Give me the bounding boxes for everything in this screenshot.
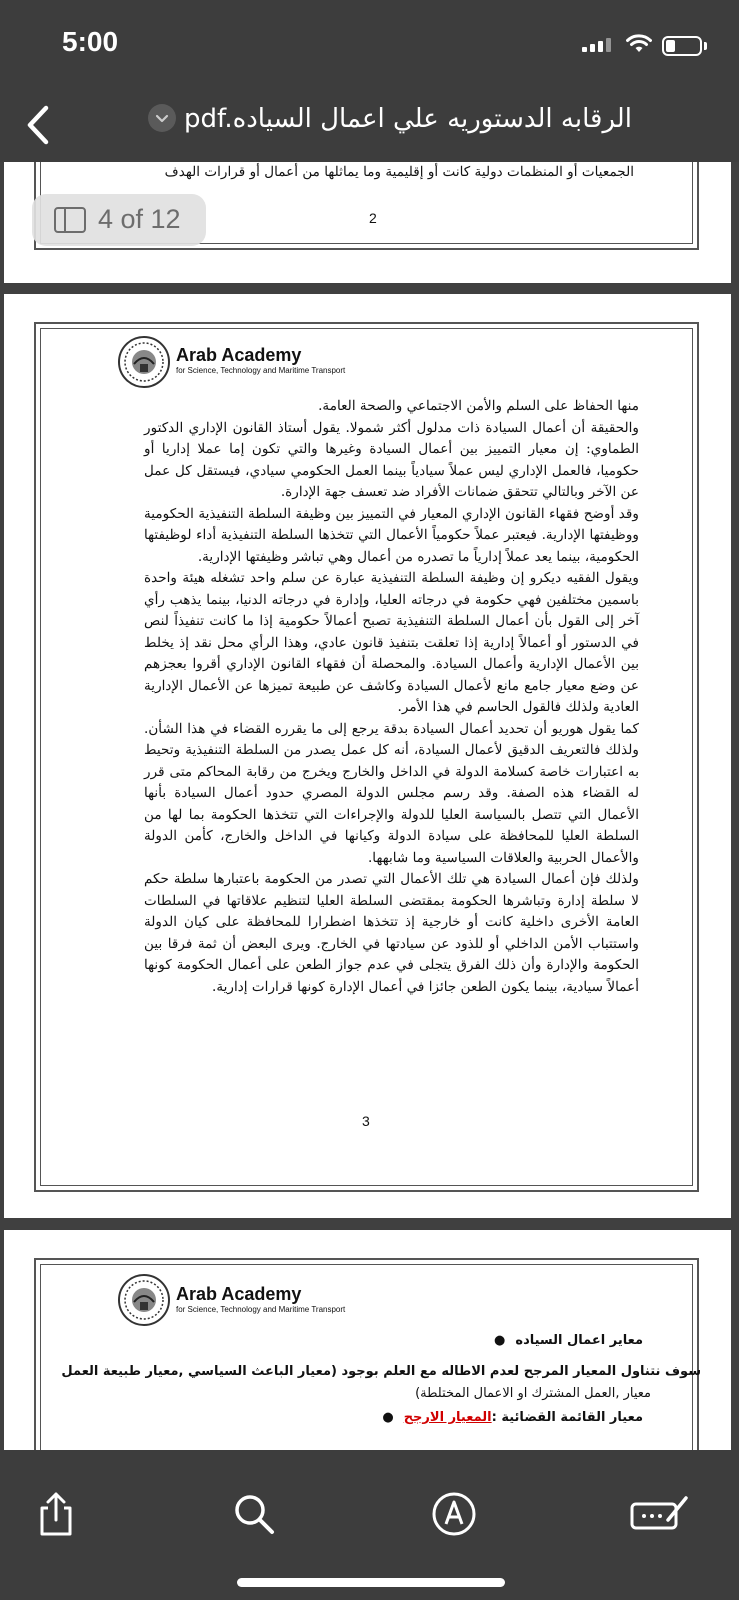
bullet-item: معاير اعمال السياده● xyxy=(494,1333,643,1348)
search-icon[interactable] xyxy=(226,1486,282,1542)
paragraph-line: سوف نتناول المعيار المرجح لعدم الاطاله مع العلم بوجود (معيار الباعث السياسي ,معيار طبيعة العمل xyxy=(61,1364,701,1379)
logo-subtitle: for Science, Technology and Maritime Transport xyxy=(176,1305,346,1314)
pdf-page-4 xyxy=(4,1230,731,1450)
wifi-icon xyxy=(626,34,652,54)
markup-icon[interactable] xyxy=(426,1486,482,1542)
share-icon[interactable] xyxy=(28,1486,84,1542)
paragraph: وقد أوضح فقهاء القانون الإداري المعيار في التمييز بين وظيفة السلطة التنفيذية الحكومية ووظيفتها الإدارية. فيعتبر عملاً حكومياً الأعمال التي تتخذها السلطة التنفيذية أداء لوظيفتها الحكومية، بينما يعد عملاً إدارياً ما تصدره من أعمال وهي تباشر وظيفتها الإدارية. xyxy=(144,505,639,565)
nav-bar xyxy=(0,92,739,162)
logo-name: Arab Academy xyxy=(176,345,302,365)
pdf-page-3 xyxy=(4,294,731,1218)
paragraph-line: معيار ,العمل المشترك او الاعمال المختلطة) xyxy=(415,1386,651,1401)
paragraph: ويقول الفقيه ديكرو إن وظيفة السلطة التنفيذية عبارة عن سلم واحد تشغله هيئة واحدة باسمين مختلفين فهي حكومة في درجاته العليا، وإدارة في درجاته الدنيا، بينما يذهب رأي آخر إلى القول بأن أعمال السلطة التنفيذية تصبح أعمالاً حكومية إذا ما كانت تنفيذاً لنص في الدستور أو أعمالاً إدارية إذا تعلقت بتنفيذ قانون عادي، وهذا الرأي محل نقد إذ يخلط بين الأعمال الإدارية وأعمال السيادة. والمحصلة أن فقهاء القانون الإداري أقروا بعجزهم عن وضع معيار جامع مانع لأعمال السيادة وكاشف عن طبيعة تميزها عن الأعمال الإدارية العادية ولذلك فالقول الحاسم في هذا الأمر. xyxy=(144,570,639,715)
title-text: .الرقابه الدستوريه علي اعمال السياده xyxy=(224,104,632,134)
title-ext: pdf xyxy=(184,104,225,134)
logo-name: Arab Academy xyxy=(176,1284,302,1304)
pdf-viewer[interactable] xyxy=(0,162,739,1450)
back-chevron-icon[interactable] xyxy=(20,102,60,148)
logo-subtitle: for Science, Technology and Maritime Transport xyxy=(176,366,346,375)
page2-text-line: الجمعيات أو المنظمات دولية كانت أو إقليمية وما يماثلها من أعمال أو قرارات الهدف xyxy=(164,164,634,180)
page3-body xyxy=(144,396,639,998)
page-indicator-label: 4 of 12 xyxy=(98,204,181,234)
page3-number: 3 xyxy=(362,1113,370,1129)
page-indicator[interactable] xyxy=(32,194,206,246)
document-title[interactable] xyxy=(95,104,685,134)
paragraph: والحقيقة أن أعمال السيادة ذات مدلول أكثر شمولا. يقول أستاذ القانون الإداري الدكتور الطماوي: إن معيار التمييز بين أعمال السيادة وغيرها والتي تكون إما عملا إداريا أو حكوميا، فالعمل الإداري ليس عملاً سيادياً بينما العمل الحكومي سيادي، فيستقل كل عمل عن الآخر وبالتالي تتحقق ضمانات الأفراد ضد تعسف جهة الإدارة. xyxy=(144,419,639,500)
page-sidebar-icon xyxy=(54,207,86,233)
paragraph: كما يقول هوريو أن تحديد أعمال السيادة بدقة يرجع إلى ما يقرره القضاء في هذا الشأن. ولذلك فالتعريف الدقيق لأعمال السيادة، أنه كل عمل يصدر من السلطة التنفيذية وتحيط به اعتبارات خاصة كسلامة الدولة في الداخل والخارج ويخرج من رقابة المحاكم متى قرر له القضاء هذه الصفة. وقد رسم مجلس الدولة المصري حدود أعمال السيادة بأنها الأعمال التي تتصل بالسياسة العليا للدولة والإجراءات التي تتخذها الحكومة بما لها من السلطة العليا للمحافظة على سيادة الدولة وكيانها في الداخل والخارج، كأمن الدولة والأعمال الحربية والعلاقات السياسية وما شابهها. xyxy=(144,720,639,866)
red-text: المعيار الارجح xyxy=(403,1410,492,1425)
paragraph: منها الحفاظ على السلم والأمن الاجتماعي والصحة العامة. xyxy=(318,398,639,414)
battery-icon xyxy=(662,36,702,56)
paragraph: ولذلك فإن أعمال السيادة هي تلك الأعمال التي تصدر من الحكومة باعتبارها سلطة حكم لا سلطة إدارة وتباشرها الحكومة بمقتضى السلطة العليا لتنظيم علاقاتها في السلطات العامة الأخرى داخلية كانت أو خارجية إذ تتخذها اضطرارا للمحافظة على كيان الدولة واستتباب الأمن الداخلي أو للذود عن سيادتها في الخارج. ويرى البعض أن ثمة فرقا بين الحكومة والإدارة وأن ذلك الفرق يتجلى في عدم جواز الطعن على أعمال الحكومة كونها أعمالاً سيادية، بينما يكون الطعن جائزا في أعمال الإدارة كونها قرارات إدارية. xyxy=(144,871,639,995)
page2-number: 2 xyxy=(369,210,377,226)
signature-icon[interactable] xyxy=(628,1486,692,1542)
status-time: 5:00 xyxy=(62,26,119,57)
arab-academy-logo xyxy=(116,334,172,390)
arab-academy-logo xyxy=(116,1272,172,1328)
bullet-item: معيار القائمة القضائية :المعيار الارجح● xyxy=(382,1410,643,1425)
chevron-down-icon[interactable] xyxy=(148,104,176,132)
cellular-signal-icon xyxy=(582,38,612,52)
home-indicator[interactable] xyxy=(237,1578,505,1587)
bullet-dot: ● xyxy=(382,1410,394,1425)
status-bar xyxy=(0,0,739,92)
bullet-dot: ● xyxy=(494,1333,506,1348)
